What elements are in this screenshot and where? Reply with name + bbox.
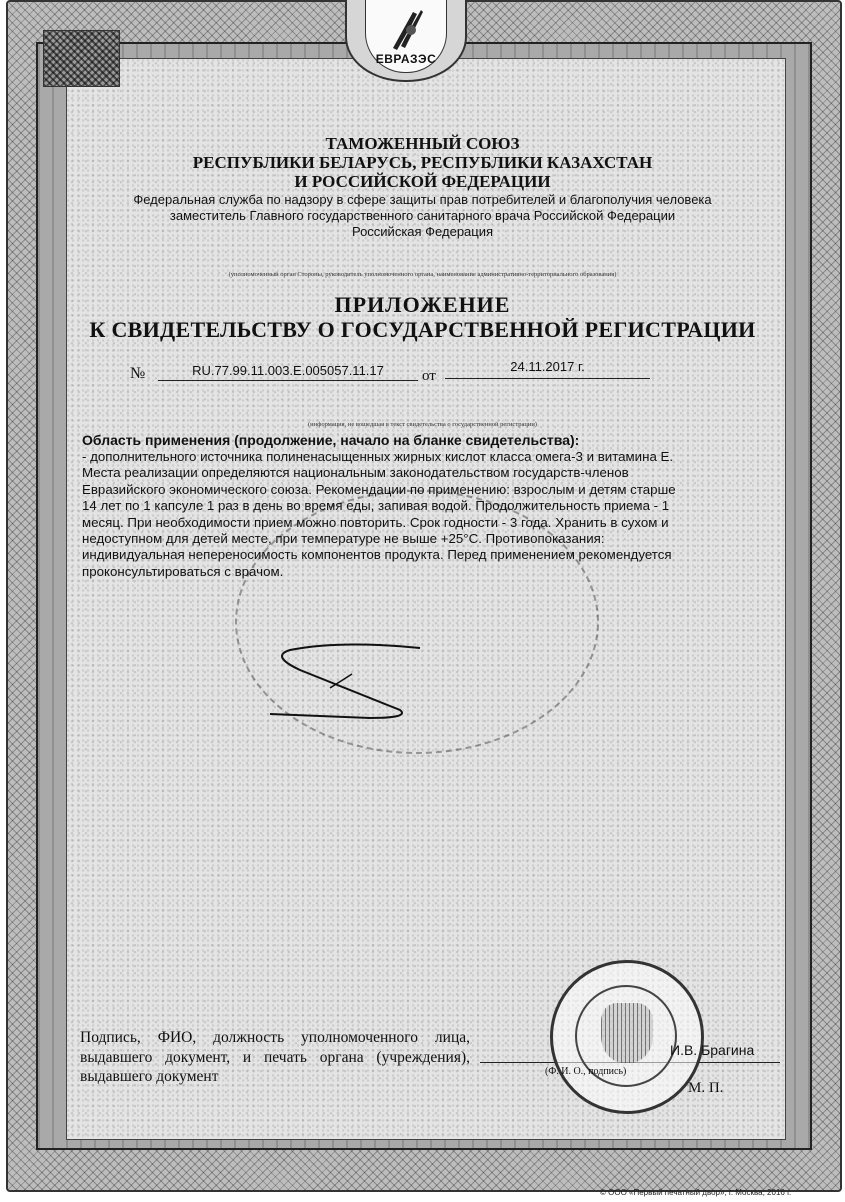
handwritten-signature-icon xyxy=(260,630,460,720)
registration-date: 24.11.2017 г. xyxy=(445,359,650,379)
scope-line: Евразийского экономического союза. Рекомендации по применению: взрослым и детям старше xyxy=(82,481,676,497)
double-headed-eagle-icon xyxy=(601,1003,653,1063)
header-republics: РЕСПУБЛИКИ БЕЛАРУСЬ, РЕСПУБЛИКИ КАЗАХСТАН xyxy=(192,153,653,172)
authority-line-3: Российская Федерация xyxy=(351,224,494,239)
emblem xyxy=(345,0,467,82)
eurasec-emblem-icon xyxy=(391,4,425,52)
header-customs-union: ТАМОЖЕННЫЙ СОЮЗ xyxy=(325,134,520,153)
signature-label: Подпись, ФИО, должность уполномоченного лица, выдавшего документ, и печать органа (учреждения), выдавшего документ xyxy=(80,1029,470,1085)
emblem-label: ЕВРАЗЭС xyxy=(375,52,437,66)
number-label: № xyxy=(130,365,146,382)
registration-number: RU.77.99.11.003.E.005057.11.17 xyxy=(158,363,418,381)
scope-title: Область применения (продолжение, начало на бланке свидетельства): xyxy=(82,432,580,448)
scope-line: 14 лет по 1 капсуле 1 раз в день во время еды, запивая водой. Продолжительность приема - 1 xyxy=(82,498,670,514)
fio-caption: (Ф. И. О., подпись) xyxy=(545,1066,627,1077)
official-seal xyxy=(550,960,704,1114)
scope-line: Места реализации определяются национальным законодательством государств-членов xyxy=(82,465,629,481)
registration-line xyxy=(130,359,620,385)
scope-line: недоступном для детей месте, при температуре не выше +25°С. Противопоказания: xyxy=(82,531,605,547)
scope-line: проконсультироваться с врачом. xyxy=(82,563,284,579)
authority-line-1: Федеральная служба по надзору в сфере защиты прав потребителей и благополучия человека xyxy=(133,192,712,207)
signer-name: И.В. Брагина xyxy=(670,1042,755,1058)
document-subtitle: К СВИДЕТЕЛЬСТВУ О ГОСУДАРСТВЕННОЙ РЕГИСТРАЦИИ xyxy=(89,317,756,342)
seal-place-label: М. П. xyxy=(688,1080,724,1096)
scope-line: индивидуальная непереносимость компонентов продукта. Перед применением рекомендуется xyxy=(82,547,672,563)
printer-footer: © ООО «Первый печатный двор», г. Москва, 2016 г. xyxy=(600,1188,792,1197)
authority-caption: (уполномоченный орган Стороны, руководитель уполномоченного органа, наименование административно-территориального образования) xyxy=(228,271,617,278)
authority-line-2: заместитель Главного государственного санитарного врача Российской Федерации xyxy=(169,208,676,223)
date-label: от xyxy=(422,368,436,384)
document-title: ПРИЛОЖЕНИЕ xyxy=(334,292,511,317)
scope-line: месяц. При необходимости прием можно повторить. Срок годности - 3 года. Хранить в сухом и xyxy=(82,514,669,530)
scope-line: - дополнительного источника полиненасыщенных жирных кислот класса омега-3 и витамина Е. xyxy=(82,449,674,464)
header-russian-federation: И РОССИЙСКОЙ ФЕДЕРАЦИИ xyxy=(294,172,551,191)
registration-caption: (информация, не вошедшая в текст свидетельства о государственной регистрации) xyxy=(308,421,537,428)
